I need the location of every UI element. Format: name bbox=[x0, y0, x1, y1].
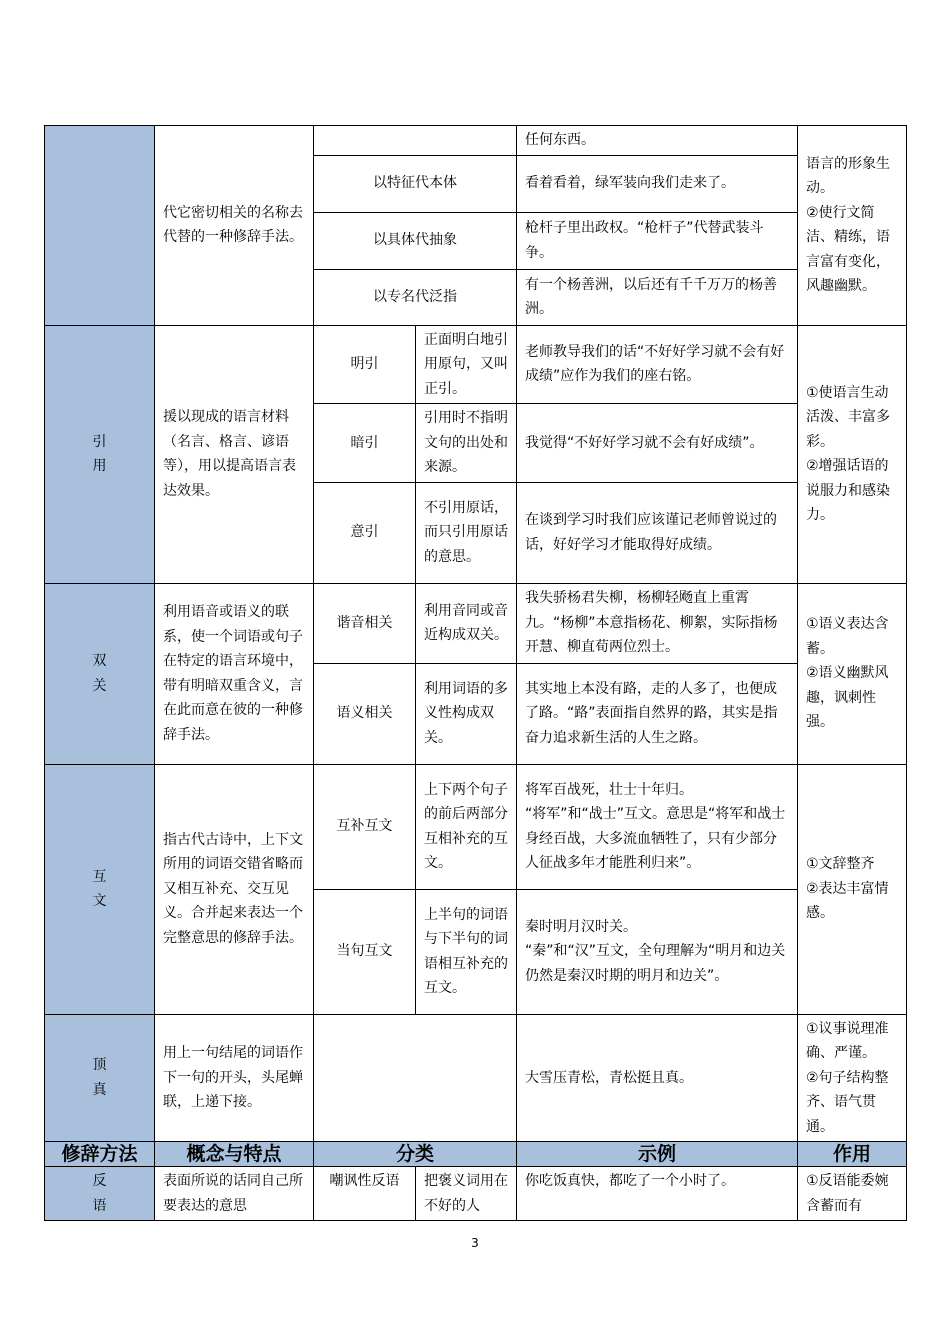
subtype-desc-cell: 利用词语的多义性构成双关。 bbox=[416, 663, 517, 764]
table-header-row bbox=[45, 1142, 907, 1167]
page-number: 3 bbox=[471, 1236, 479, 1250]
table-row bbox=[45, 583, 907, 663]
example-cell: 老师教导我们的话“不好好学习就不会有好成绩”应作为我们的座右铭。 bbox=[517, 325, 798, 404]
table-row bbox=[45, 764, 907, 889]
concept-cell: 援以现成的语言材料（名言、格言、谚语等），用以提高语言表达效果。 bbox=[155, 325, 314, 583]
method-cell: 顶真 bbox=[45, 1014, 155, 1142]
subtype-desc-cell: 不引用原话，而只引用原话的意思。 bbox=[416, 482, 517, 583]
table-row bbox=[45, 126, 907, 156]
method-cell: 双关 bbox=[45, 583, 155, 764]
category-cell: 以特征代本体 bbox=[314, 155, 517, 212]
category-cell: 意引 bbox=[314, 482, 416, 583]
category-cell: 以专名代泛指 bbox=[314, 269, 517, 325]
subtype-desc-cell: 利用音同或音近构成双关。 bbox=[416, 583, 517, 663]
concept-cell: 代它密切相关的名称去代替的一种修辞手法。 bbox=[155, 126, 314, 326]
subtype-desc-cell: 正面明白地引用原句，又叫正引。 bbox=[416, 325, 517, 404]
header-example: 示例 bbox=[517, 1142, 798, 1167]
example-cell: 将军百战死，壮士十年归。 “将军”和“战士”互文。意思是“将军和战士身经百战，大多流血牺牲了，只有少部分人征战多年才能胜利归来”。 bbox=[517, 764, 798, 889]
category-cell: 明引 bbox=[314, 325, 416, 404]
category-cell: 互补互文 bbox=[314, 764, 416, 889]
example-cell: 你吃饭真快，都吃了一个小时了。 bbox=[517, 1167, 798, 1221]
subtype-desc-cell: 引用时不指明文句的出处和来源。 bbox=[416, 404, 517, 483]
example-cell: 枪杆子里出政权。“枪杆子”代替武装斗争。 bbox=[517, 212, 798, 269]
example-cell: 我觉得“不好好学习就不会有好成绩”。 bbox=[517, 404, 798, 483]
effect-cell: 语言的形象生动。 ②使行文简洁、精练，语言富有变化，风趣幽默。 bbox=[798, 126, 907, 326]
category-cell: 暗引 bbox=[314, 404, 416, 483]
concept-cell: 用上一句结尾的词语作下一句的开头，头尾蝉联，上递下接。 bbox=[155, 1014, 314, 1142]
effect-cell: ①反语能委婉含蓄而有 bbox=[798, 1167, 907, 1221]
category-cell-empty bbox=[314, 126, 517, 156]
concept-cell: 表面所说的话同自己所要表达的意思 bbox=[155, 1167, 314, 1221]
effect-cell: ①议事说理准确、严谨。 ②句子结构整齐、语气贯通。 bbox=[798, 1014, 907, 1142]
category-cell-empty bbox=[314, 1014, 517, 1142]
header-category: 分类 bbox=[314, 1142, 517, 1167]
rhetoric-table bbox=[44, 125, 907, 1221]
table-row bbox=[45, 1167, 907, 1221]
category-cell: 当句互文 bbox=[314, 889, 416, 1014]
example-cell: 任何东西。 bbox=[517, 126, 798, 156]
category-cell: 谐音相关 bbox=[314, 583, 416, 663]
effect-cell: ①使语言生动活泼、丰富多彩。 ②增强话语的说服力和感染力。 bbox=[798, 325, 907, 583]
table-row bbox=[45, 1014, 907, 1142]
subtype-desc-cell: 上下两个句子的前后两部分互相补充的互文。 bbox=[416, 764, 517, 889]
concept-cell: 指古代古诗中，上下文所用的词语交错省略而又相互补充、交互见义。合并起来表达一个完整意思的修辞手法。 bbox=[155, 764, 314, 1014]
method-cell: 互文 bbox=[45, 764, 155, 1014]
header-effect: 作用 bbox=[798, 1142, 907, 1167]
example-cell: 我失骄杨君失柳，杨柳轻飏直上重霄九。“杨柳”本意指杨花、柳絮，实际指杨开慧、柳直荀两位烈士。 bbox=[517, 583, 798, 663]
category-cell: 以具体代抽象 bbox=[314, 212, 517, 269]
effect-cell: ①文辞整齐 ②表达丰富情感。 bbox=[798, 764, 907, 1014]
header-method: 修辞方法 bbox=[45, 1142, 155, 1167]
method-cell-jiedai bbox=[45, 126, 155, 326]
effect-cell: ①语义表达含蓄。 ②语义幽默风趣，讽刺性强。 bbox=[798, 583, 907, 764]
method-cell: 引用 bbox=[45, 325, 155, 583]
example-cell: 在谈到学习时我们应该谨记老师曾说过的话，好好学习才能取得好成绩。 bbox=[517, 482, 798, 583]
table-row bbox=[45, 325, 907, 404]
example-cell: 大雪压青松，青松挺且真。 bbox=[517, 1014, 798, 1142]
example-cell: 其实地上本没有路，走的人多了，也便成了路。“路”表面指自然界的路，其实是指奋力追求新生活的人生之路。 bbox=[517, 663, 798, 764]
example-cell: 有一个杨善洲，以后还有千千万万的杨善洲。 bbox=[517, 269, 798, 325]
subtype-desc-cell: 上半句的词语与下半句的词语相互补充的互文。 bbox=[416, 889, 517, 1014]
example-cell: 秦时明月汉时关。 “秦”和“汉”互文，全句理解为“明月和边关仍然是秦汉时期的明月和边关”。 bbox=[517, 889, 798, 1014]
category-cell: 嘲讽性反语 bbox=[314, 1167, 416, 1221]
category-cell: 语义相关 bbox=[314, 663, 416, 764]
concept-cell: 利用语音或语义的联系，使一个词语或句子在特定的语言环境中，带有明暗双重含义，言在此而意在彼的一种修辞手法。 bbox=[155, 583, 314, 764]
subtype-desc-cell: 把褒义词用在不好的人 bbox=[416, 1167, 517, 1221]
example-cell: 看着看着，绿军装向我们走来了。 bbox=[517, 155, 798, 212]
method-cell: 反语 bbox=[45, 1167, 155, 1221]
header-concept: 概念与特点 bbox=[155, 1142, 314, 1167]
